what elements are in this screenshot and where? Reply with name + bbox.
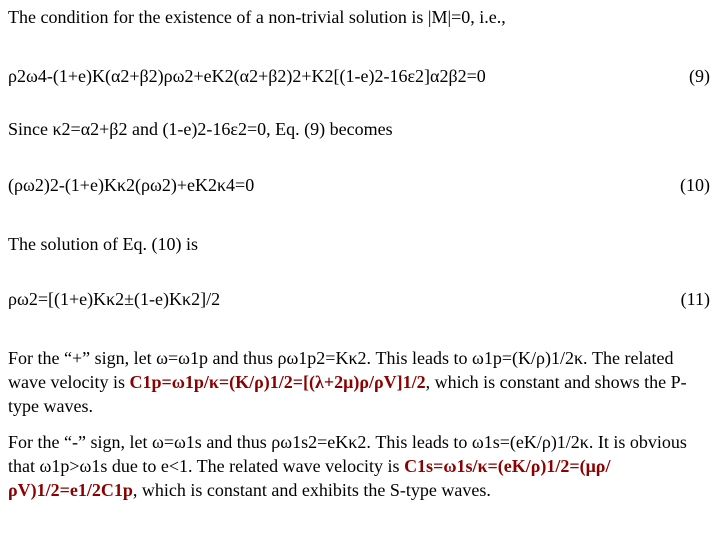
solution-intro-text: The solution of Eq. (10) is [8,234,198,254]
since-text: Since κ2=α2+β2 and (1-e)2-16ε2=0, Eq. (9) becomes [8,119,393,139]
equation-10-number: (10) [680,175,710,195]
equation-10: (ρω2)2-(1+e)Kκ2(ρω2)+eK2κ4=0 [8,175,255,195]
minus-sign-text-c: , which is constant and exhibits the S-type waves. [132,480,491,500]
intro-text: The condition for the existence of a non-trivial solution is |M|=0, i.e., [8,7,506,27]
s-wave-velocity: C1s=ω1s/κ=(eK/ρ)1/2=(μρ/ρV)1/2=e1/2C1p [8,456,611,500]
equation-11: ρω2=[(1+e)Kκ2±(1-e)Kκ2]/2 [8,289,221,309]
minus-sign-paragraph [8,430,700,502]
minus-sign-text-a: For the “-” sign, let ω=ω1s and thus ρω1s2=eKκ2. This leads to ω1s=(eK/ρ)1/2κ. It is obvious that ω1p>ω1s due to e<1. The related wave velocity is [8,432,687,476]
p-wave-velocity: C1p=ω1p/κ=(K/ρ)1/2=[(λ+2μ)ρ/ρV]1/2 [129,372,426,392]
plus-sign-text-c: , which is constant and shows the P-type waves. [8,372,687,416]
plus-sign-paragraph [8,346,700,418]
equation-9: ρ2ω4-(1+e)K(α2+β2)ρω2+eK2(α2+β2)2+K2[(1-e)2-16ε2]α2β2=0 [8,66,486,86]
equation-9-number: (9) [689,66,710,86]
equation-11-number: (11) [680,289,710,309]
plus-sign-text-a: For the “+” sign, let ω=ω1p and thus ρω1p2=Kκ2. This leads to ω1p=(K/ρ)1/2κ. The related wave velocity is [8,348,674,392]
